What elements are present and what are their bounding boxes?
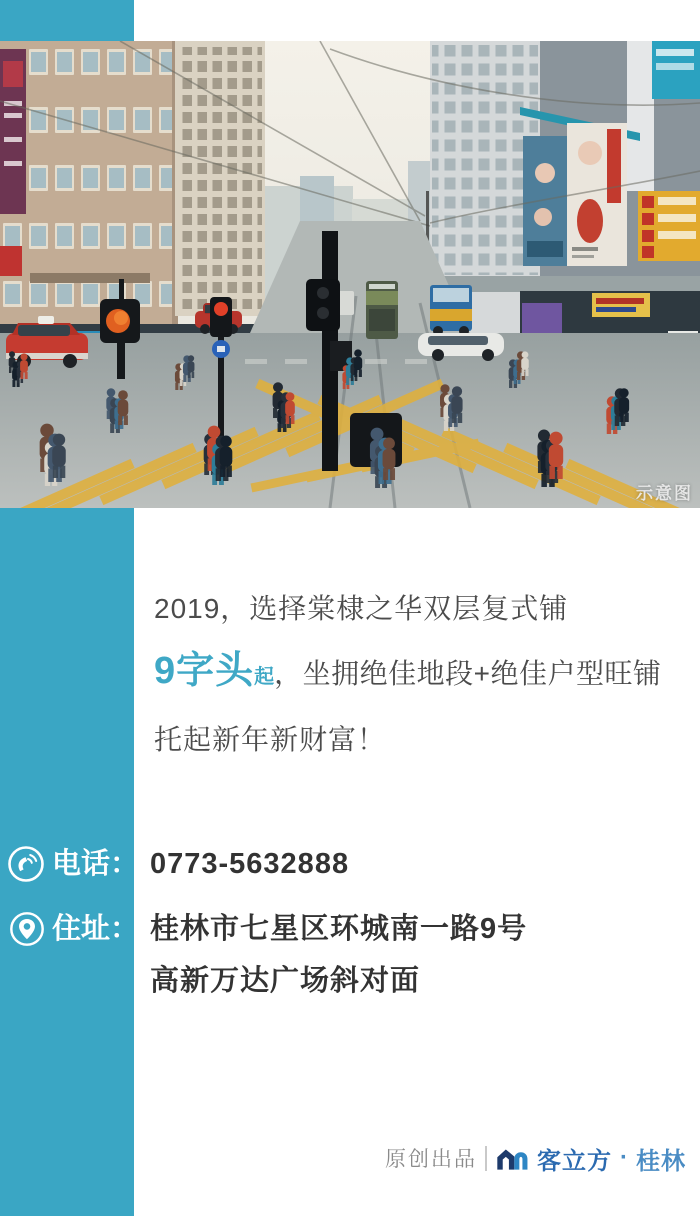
phone-icon xyxy=(6,844,46,889)
street-photo xyxy=(0,41,700,508)
phone-label: 电话： xyxy=(52,848,140,880)
address-line-2: 高新万达广场斜对面 xyxy=(150,965,421,997)
brand-name: 客立方 xyxy=(537,1147,612,1175)
headline-block xyxy=(154,592,694,757)
price-highlight: 9字头 xyxy=(154,650,255,692)
headline-line-2-rest: ，坐拥绝佳地段+绝佳户型旺铺 xyxy=(274,658,662,689)
address-label: 住址： xyxy=(52,913,140,945)
bus xyxy=(430,285,472,336)
footer-credit-label: 原创出品 xyxy=(385,1148,477,1171)
location-icon xyxy=(8,910,46,953)
address-lines xyxy=(150,903,527,1007)
brand-separator-dot: · xyxy=(620,1144,628,1171)
tram xyxy=(366,281,398,339)
headline-line-2 xyxy=(154,649,694,699)
footer-divider xyxy=(485,1146,487,1171)
headline-line-1: 2019，选择棠棣之华双层复式铺 xyxy=(154,593,569,624)
headline-line-3: 托起新年新财富！ xyxy=(154,724,387,755)
footer xyxy=(385,1143,686,1173)
photo-watermark-label: 示意图 xyxy=(636,484,693,503)
brand-logo-icon xyxy=(495,1145,529,1171)
brand-city: 桂林 xyxy=(636,1147,686,1175)
price-suffix: 起 xyxy=(254,666,275,688)
distant-bus xyxy=(338,291,354,315)
address-line-1: 桂林市七星区环城南一路9号 xyxy=(150,913,528,945)
phone-number: 0773-5632888 xyxy=(150,848,350,880)
street-photo-illustration xyxy=(0,41,700,508)
